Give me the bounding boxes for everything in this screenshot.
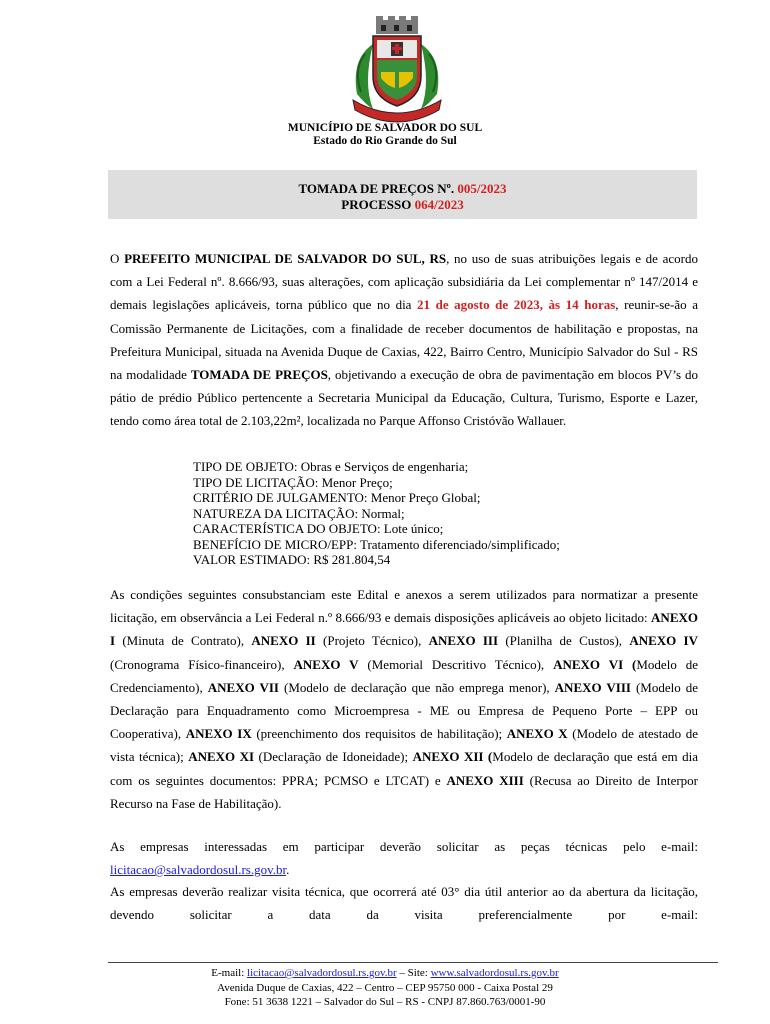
process-title-box bbox=[108, 170, 697, 219]
annex-text: As condições seguintes consubstanciam este Edital e anexos a serem utilizados para normatizar a presente licitação, em observância a Lei Federal n.º 8.666/93 e demais disposições aplicáveis ao objeto licitado: bbox=[110, 587, 698, 626]
annex-text: (Modelo de Declaração para Enquadramento como Microempresa - ME ou Empresa de Pequeno Porte – EPP ou Cooperativa), bbox=[110, 679, 698, 742]
footer-address: Avenida Duque de Caxias, 422 – Centro – CEP 95750 000 - Caixa Postal 29 bbox=[217, 981, 553, 994]
annex-label: ANEXO VI ( bbox=[553, 656, 637, 672]
annex-label: ANEXO XI bbox=[188, 749, 255, 765]
tender-title bbox=[108, 181, 697, 197]
technical-visit-paragraph: As empresas deverão realizar visita técnica, que ocorrerá até 03° dia útil anterior ao da abertura da licitação, devendo solicitar a data da visita preferencialmente por e-mail: bbox=[110, 884, 698, 923]
footer-email-label: E-mail: bbox=[211, 967, 248, 979]
process-number: 064/2023 bbox=[414, 197, 464, 212]
intro-paragraph bbox=[110, 247, 698, 433]
annex-label: ANEXO VIII bbox=[554, 679, 631, 695]
annex-text: (preenchimento dos requisitos de habilitação); bbox=[251, 726, 507, 742]
annex-text: (Modelo de atestado de vista técnica); bbox=[110, 726, 698, 765]
modality: TOMADA DE PREÇOS bbox=[190, 367, 328, 383]
detail-line: VALOR ESTIMADO: R$ 281.804,54 bbox=[193, 552, 391, 567]
annex-label: ANEXO I bbox=[110, 610, 698, 649]
tender-number: 005/2023 bbox=[457, 181, 507, 196]
annex-label: ANEXO XII ( bbox=[412, 749, 493, 765]
session-date: 21 de agosto de 2023, às 14 horas bbox=[417, 297, 616, 313]
footer bbox=[0, 966, 770, 1010]
annex-text: (Declaração de Idoneidade); bbox=[254, 749, 413, 765]
footer-site-link[interactable]: www.salvadordosul.rs.gov.br bbox=[430, 967, 559, 979]
annex-text: (Projeto Técnico), bbox=[315, 633, 429, 649]
detail-line: CRITÉRIO DE JULGAMENTO: Menor Preço Global; bbox=[193, 490, 481, 505]
annex-label: ANEXO III bbox=[428, 633, 499, 649]
annex-label: ANEXO V bbox=[293, 656, 359, 672]
technical-docs-paragraph bbox=[110, 835, 698, 881]
detail-line: TIPO DE LICITAÇÃO: Menor Preço; bbox=[193, 474, 393, 490]
annex-label: ANEXO IX bbox=[185, 726, 252, 742]
municipality-name: MUNICÍPIO DE SALVADOR DO SUL bbox=[287, 122, 483, 134]
annex-label: ANEXO VII bbox=[207, 679, 279, 695]
process-title-label: PROCESSO bbox=[341, 197, 415, 212]
tender-details-list bbox=[193, 459, 560, 568]
detail-line: BENEFÍCIO DE MICRO/EPP: Tratamento diferenciado/simplificado; bbox=[193, 536, 560, 552]
annex-text: (Modelo de declaração que não emprega menor), bbox=[278, 679, 555, 695]
request-text: As empresas interessadas em participar deverão solicitar as peças técnicas pelo e-mail: bbox=[110, 839, 698, 854]
intro-text: , no uso de suas atribuições legais e de acordo com a Lei Federal nº. 8.666/93, suas alterações, com aplicação subsidiária da Lei complementar nº 147/2014 e demais legislações aplicáveis, torna público que no dia bbox=[110, 251, 699, 313]
annex-label: ANEXO XIII bbox=[446, 772, 524, 788]
footer-contact-line bbox=[0, 966, 770, 981]
intro-text: O bbox=[110, 251, 125, 266]
annex-text: Modelo de declaração que está em dia com os seguintes documentos: PPRA; PCMSO e LTCAT) e bbox=[110, 749, 698, 788]
email-link[interactable]: licitacao@salvadordosul.rs.gov.br bbox=[110, 862, 287, 878]
request-end: . bbox=[286, 862, 290, 878]
annex-label: ANEXO X bbox=[506, 726, 568, 742]
intro-text: , objetivando a execução de obra de pavimentação em blocos PV’s do pátio de prédio Público pertencente a Secretaria Municipal da Educação, Cultura, Turismo, Esporte e Lazer, tendo como área total de 2.103,22m², localizada no Parque Affonso Cristóvão Wallauer. bbox=[110, 367, 698, 429]
annex-label: ANEXO II bbox=[251, 633, 316, 649]
municipal-coat-of-arms bbox=[343, 14, 451, 126]
footer-email-link[interactable]: licitacao@salvadordosul.rs.gov.br bbox=[247, 967, 397, 979]
tender-title-label: TOMADA DE PREÇOS Nº. bbox=[298, 181, 458, 196]
annex-text: Modelo de Credenciamento), bbox=[110, 656, 698, 695]
annex-label: ANEXO IV bbox=[629, 633, 698, 649]
state-name: Estado do Rio Grande do Sul bbox=[313, 135, 457, 147]
process-title bbox=[108, 197, 697, 213]
detail-line: TIPO DE OBJETO: Obras e Serviços de engenharia; bbox=[193, 459, 469, 474]
footer-divider bbox=[108, 962, 718, 963]
annex-text: (Planilha de Custos), bbox=[498, 633, 630, 649]
mayor-title: PREFEITO MUNICIPAL DE SALVADOR DO SUL, RS bbox=[124, 251, 447, 266]
annex-text: (Cronograma Físico-financeiro), bbox=[110, 656, 294, 672]
intro-text: , reunir-se-ão a Comissão Permanente de Licitações, com a finalidade de receber documentos de habilitação e propostas, na Prefeitura Municipal, situada na Avenida Duque de Caxias, 422, Bairro Centro, Município Salvador do Sul - RS na modalidade bbox=[110, 297, 698, 383]
detail-line: NATUREZA DA LICITAÇÃO: Normal; bbox=[193, 505, 405, 521]
annexes-paragraph bbox=[110, 583, 698, 815]
annex-text: (Memorial Descritivo Técnico), bbox=[358, 656, 554, 672]
footer-site-label: – Site: bbox=[396, 967, 431, 979]
municipality-header bbox=[0, 122, 770, 148]
detail-line: CARACTERÍSTICA DO OBJETO: Lote único; bbox=[193, 521, 444, 536]
footer-phone: Fone: 51 3638 1221 – Salvador do Sul – RS - CNPJ 87.860.763/0001-90 bbox=[224, 996, 546, 1008]
annex-text: (Minuta de Contrato), bbox=[115, 633, 252, 649]
annex-text: (Recusa ao Direito de Interpor Recurso na Fase de Habilitação). bbox=[110, 772, 698, 811]
